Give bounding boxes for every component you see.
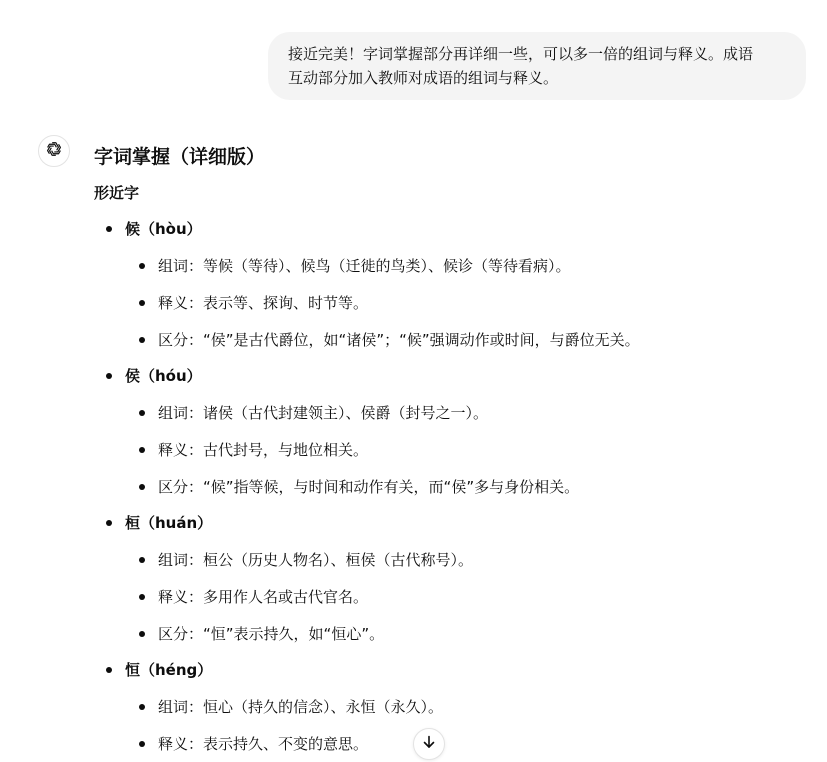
char-detail-text: 释义：表示等、探询、时节等。 [158,294,369,312]
char-detail-text: 组词：等候（等待）、候鸟（迁徙的鸟类）、候诊（等待看病）。 [158,257,571,275]
response-heading: 字词掌握（详细版） [94,146,266,168]
bullet-dot [139,741,145,747]
arrow-down-icon [421,734,437,754]
char-detail-text: 区分：“恒”表示持久，如“恒心”。 [158,625,385,643]
openai-logo-icon [44,139,64,163]
char-detail-text: 区分：“候”指等候，与时间和动作有关，而“侯”多与身份相关。 [158,478,580,496]
char-detail-item [158,254,571,278]
char-detail-item [158,328,640,352]
char-title: 侯（hóu） [125,367,202,385]
char-detail-item [158,438,368,462]
char-detail-text: 释义：表示持久、不变的意思。 [158,735,369,753]
char-detail-item [158,291,368,315]
char-detail-item [158,622,384,646]
bullet-dot [139,337,145,343]
bullet-dot [139,484,145,490]
char-detail-text: 组词：诸侯（古代封建领主）、侯爵（封号之一）。 [158,404,489,422]
bullet-dot [106,667,112,673]
user-message-line: 互动部分加入教师对成语的组词与释义。 [288,69,559,87]
char-detail-text: 释义：多用作人名或古代官名。 [158,588,369,606]
char-item-title [125,217,202,241]
scroll-to-bottom-button[interactable] [413,728,445,760]
char-detail-item [158,585,368,609]
char-detail-item [158,695,443,719]
char-detail-item [158,548,473,572]
assistant-avatar [38,135,70,167]
bullet-dot [139,594,145,600]
char-detail-text: 组词：恒心（持久的信念）、永恒（永久）。 [158,698,444,716]
section-subheading: 形近字 [94,184,140,202]
bullet-dot [139,557,145,563]
bullet-dot [139,704,145,710]
bullet-dot [106,373,112,379]
bullet-dot [139,263,145,269]
char-item-title [125,511,212,535]
char-detail-text: 区分：“侯”是古代爵位，如“诸侯”；“候”强调动作或时间，与爵位无关。 [158,331,640,349]
bullet-dot [139,300,145,306]
bullet-dot [106,226,112,232]
char-detail-text: 组词：桓公（历史人物名）、桓侯（古代称号）。 [158,551,474,569]
user-message-bubble [268,32,806,100]
char-detail-text: 释义：古代封号，与地位相关。 [158,441,369,459]
bullet-dot [106,520,112,526]
char-detail-item [158,475,579,499]
bullet-dot [139,631,145,637]
char-detail-item [158,401,488,425]
char-detail-item [158,732,368,756]
char-title: 恒（héng） [125,661,213,679]
char-title: 候（hòu） [125,220,202,238]
user-message-line: 接近完美！字词掌握部分再详细一些，可以多一倍的组词与释义。成语 [288,45,754,63]
bullet-dot [139,410,145,416]
char-item-title [125,658,212,682]
char-title: 桓（huán） [125,514,213,532]
char-item-title [125,364,202,388]
bullet-dot [139,447,145,453]
